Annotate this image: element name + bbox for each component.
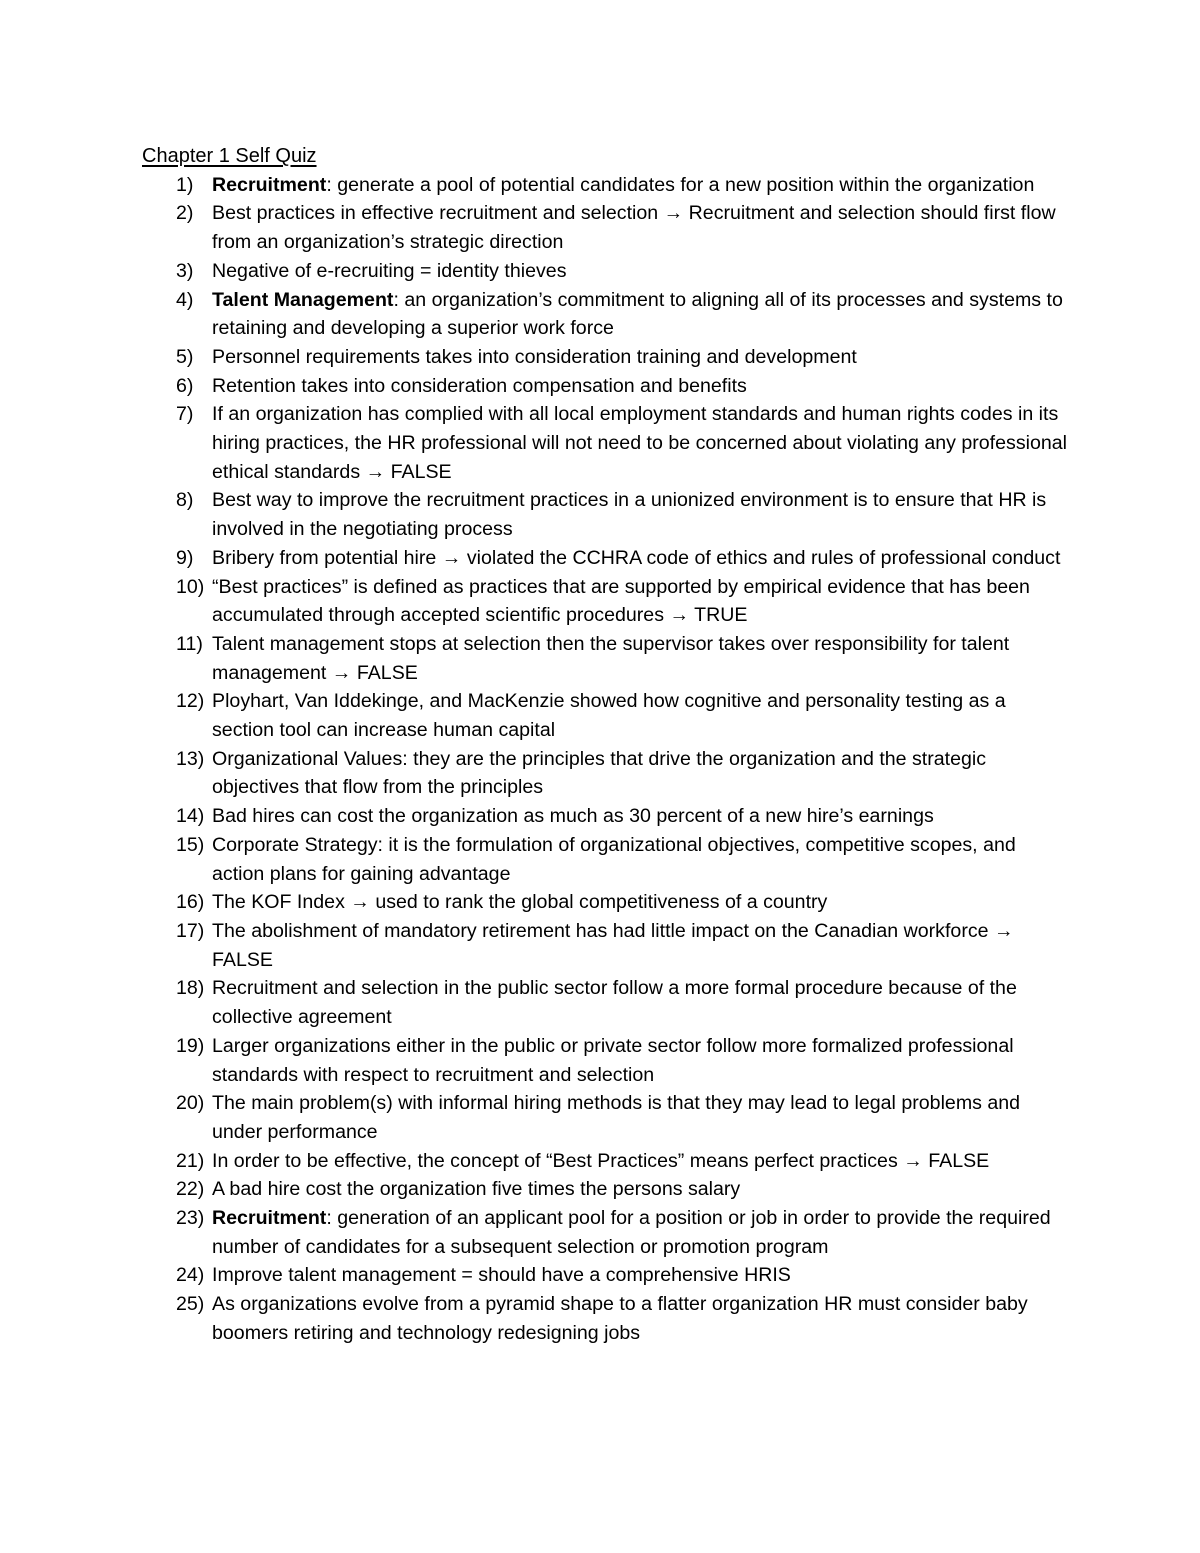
- list-item: [142, 745, 1072, 802]
- list-item: [142, 888, 1072, 917]
- item-text: “Best practices” is defined as practices that are supported by empirical evidence that has been accumulated through accepted scientific procedures → TRUE: [212, 575, 1030, 627]
- item-text: Personnel requirements takes into consideration training and development: [212, 345, 857, 368]
- list-item: [142, 802, 1072, 831]
- list-item: [142, 974, 1072, 1031]
- document-page: [142, 142, 1072, 1348]
- item-text: Best practices in effective recruitment and selection → Recruitment and selection should first flow from an organization’s strategic direction: [212, 202, 1056, 254]
- item-number: 4): [176, 288, 194, 311]
- list-item: [142, 343, 1072, 372]
- list-item: [142, 1089, 1072, 1146]
- quiz-list: [142, 171, 1072, 1348]
- item-number: 5): [176, 345, 194, 368]
- item-term: Talent Management: [212, 288, 394, 311]
- list-item: [142, 1261, 1072, 1290]
- item-number: 6): [176, 374, 194, 397]
- list-item: [142, 199, 1072, 256]
- item-text: If an organization has complied with all local employment standards and human rights codes in its hiring practices, the HR professional will not need to be concerned about violating any professional ethical standards → FALSE: [212, 403, 1068, 483]
- item-text: Best way to improve the recruitment practices in a unionized environment is to ensure that HR is involved in the negotiating process: [212, 489, 1047, 541]
- item-number: 16): [176, 891, 205, 914]
- item-text: Bad hires can cost the organization as much as 30 percent of a new hire’s earnings: [212, 805, 934, 828]
- list-item: [142, 544, 1072, 573]
- list-item: [142, 372, 1072, 401]
- item-text: Organizational Values: they are the principles that drive the organization and the strategic objectives that flow from the principles: [212, 747, 987, 799]
- item-number: 19): [176, 1034, 205, 1057]
- item-text: In order to be effective, the concept of “Best Practices” means perfect practices → FALSE: [212, 1149, 990, 1172]
- item-text: Bribery from potential hire → violated the CCHRA code of ethics and rules of professional conduct: [212, 546, 1061, 569]
- item-text: Negative of e-recruiting = identity thieves: [212, 259, 567, 282]
- list-item: [142, 831, 1072, 888]
- list-item: [142, 486, 1072, 543]
- item-number: 8): [176, 489, 194, 512]
- list-item: [142, 917, 1072, 974]
- item-number: 2): [176, 202, 194, 225]
- item-number: 21): [176, 1149, 205, 1172]
- item-number: 18): [176, 977, 205, 1000]
- list-item: [142, 1032, 1072, 1089]
- item-number: 10): [176, 575, 205, 598]
- item-number: 12): [176, 690, 205, 713]
- item-text: Ployhart, Van Iddekinge, and MacKenzie showed how cognitive and personality testing as a section tool can increase human capital: [212, 690, 1006, 742]
- list-item: [142, 257, 1072, 286]
- item-text: Larger organizations either in the public or private sector follow more formalized professional standards with respect to recruitment and selection: [212, 1034, 1014, 1086]
- item-number: 17): [176, 919, 205, 942]
- list-item: [142, 687, 1072, 744]
- item-text: Talent management stops at selection then the supervisor takes over responsibility for talent management → FALSE: [212, 632, 1010, 684]
- item-text: Retention takes into consideration compensation and benefits: [212, 374, 747, 397]
- list-item: [142, 630, 1072, 687]
- list-item: [142, 286, 1072, 343]
- item-number: 3): [176, 259, 194, 282]
- item-text: As organizations evolve from a pyramid shape to a flatter organization HR must consider baby boomers retiring and technology redesigning jobs: [212, 1293, 1028, 1344]
- item-number: 23): [176, 1207, 205, 1230]
- list-item: [142, 400, 1072, 486]
- item-text: A bad hire cost the organization five times the persons salary: [212, 1178, 741, 1201]
- list-item: [142, 1175, 1072, 1204]
- item-number: 22): [176, 1178, 205, 1201]
- item-number: 24): [176, 1264, 205, 1287]
- list-item: [142, 171, 1072, 200]
- item-number: 13): [176, 747, 205, 770]
- item-number: 9): [176, 546, 194, 569]
- list-item: [142, 1204, 1072, 1261]
- item-text: Recruitment and selection in the public sector follow a more formal procedure because of the collective agreement: [212, 977, 1017, 1029]
- list-item: [142, 1147, 1072, 1176]
- page-title: Chapter 1 Self Quiz: [142, 145, 317, 167]
- list-item: [142, 573, 1072, 630]
- item-number: 14): [176, 805, 205, 828]
- item-term: Recruitment: [212, 1207, 327, 1230]
- item-text: The main problem(s) with informal hiring methods is that they may lead to legal problems and under performance: [212, 1092, 1021, 1143]
- item-number: 20): [176, 1092, 205, 1115]
- item-text: : an organization’s commitment to aligning all of its processes and systems to retaining and developing a superior work force: [212, 288, 1063, 340]
- item-text: : generation of an applicant pool for a position or job in order to provide the required number of candidates for a subsequent selection or promotion program: [212, 1207, 1051, 1258]
- list-item: [142, 1290, 1072, 1347]
- item-text: The abolishment of mandatory retirement has had little impact on the Canadian workforce → FALSE: [212, 919, 1014, 971]
- item-text: The KOF Index → used to rank the global competitiveness of a country: [212, 891, 828, 914]
- item-term: Recruitment: [212, 173, 327, 196]
- item-text: Improve talent management = should have a comprehensive HRIS: [212, 1264, 791, 1287]
- item-text: Corporate Strategy: it is the formulation of organizational objectives, competitive scopes, and action plans for gaining advantage: [212, 833, 1016, 885]
- item-number: 7): [176, 403, 194, 426]
- item-text: : generate a pool of potential candidates for a new position within the organization: [326, 173, 1035, 196]
- item-number: 15): [176, 833, 205, 856]
- item-number: 11): [176, 632, 203, 655]
- item-number: 1): [176, 173, 194, 196]
- item-number: 25): [176, 1293, 205, 1316]
